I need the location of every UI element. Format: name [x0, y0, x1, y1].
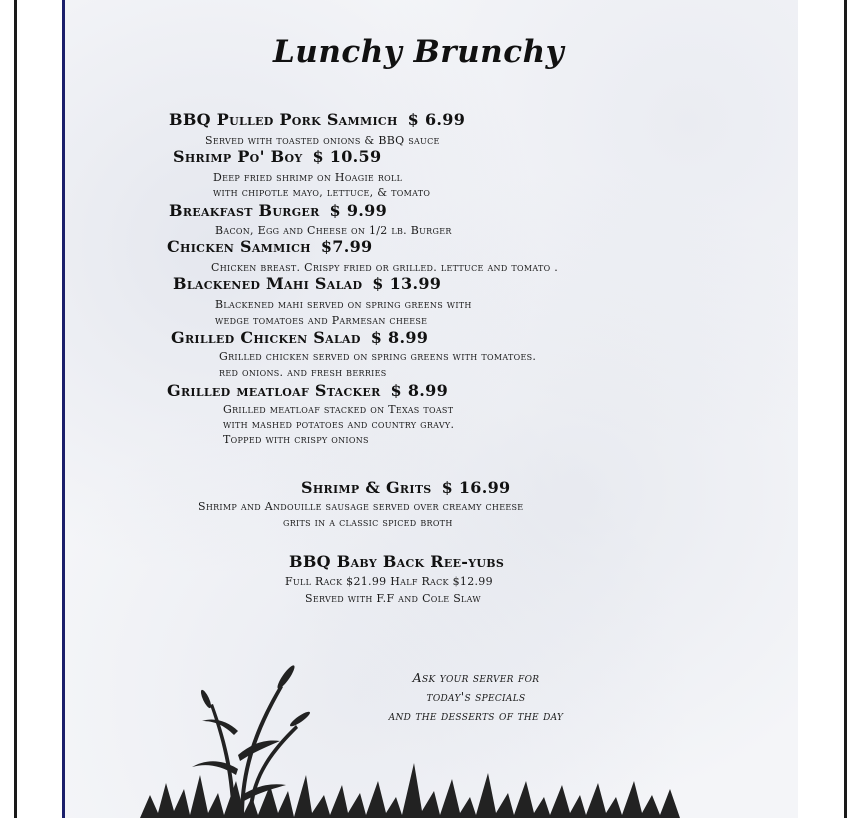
item-name: Breakfast Burger [169, 201, 320, 220]
menu-item-grilled-chicken-salad [171, 328, 428, 347]
item-price: $ 16.99 [441, 478, 511, 497]
item-description: Chicken breast. Crispy fried or grilled. lettuce and tomato . [211, 261, 559, 274]
specials-note-line: and the desserts of the day [388, 708, 564, 723]
menu-item-breakfast-burger [169, 201, 387, 220]
item-description: Deep fried shrimp on Hoagie roll [213, 171, 403, 184]
item-price: $ 8.99 [370, 328, 429, 347]
item-description: with chipotle mayo, lettuce, & tomato [213, 186, 431, 199]
menu-item-chicken-sammich [167, 237, 372, 256]
item-price: $ 9.99 [329, 201, 388, 220]
item-price: $7.99 [320, 237, 373, 256]
grass-silhouette-illustration [140, 655, 680, 818]
item-description: grits in a classic spiced broth [283, 516, 453, 529]
featured-item-bbq-ribs [289, 552, 504, 571]
item-name: BBQ Pulled Pork Sammich [169, 110, 398, 129]
item-name: Grilled Chicken Salad [171, 328, 361, 347]
item-name: Shrimp Po' Boy [173, 147, 303, 166]
item-name: Blackened Mahi Salad [173, 274, 363, 293]
item-description: Served with toasted onions & BBQ sauce [205, 134, 440, 147]
specials-note-line: Ask your server for [412, 670, 540, 685]
menu-item-blackened-mahi-salad [173, 274, 441, 293]
item-name: BBQ Baby Back Ree-yubs [289, 552, 505, 571]
item-name: Grilled meatloaf Stacker [167, 381, 381, 400]
item-description: Grilled meatloaf stacked on Texas toast [223, 403, 454, 416]
specials-note-line: today's specials [426, 689, 526, 704]
item-description: red onions. and fresh berries [219, 366, 387, 379]
menu-item-grilled-meatloaf-stacker [167, 381, 448, 400]
item-description: with mashed potatoes and country gravy. [223, 418, 455, 431]
left-edge-bar [14, 0, 17, 818]
menu-item-bbq-pulled-pork [169, 110, 465, 129]
item-description: Bacon, Egg and Cheese on 1/2 lb. Burger [215, 224, 452, 237]
item-price: $ 13.99 [372, 274, 442, 293]
item-description: Served with F.F and Cole Slaw [305, 592, 481, 605]
item-description: Grilled chicken served on spring greens with tomatoes. [219, 350, 537, 363]
right-edge-bar [844, 0, 847, 818]
item-description: Topped with crispy onions [223, 433, 369, 446]
item-description: Shrimp and Andouille sausage served over creamy cheese [198, 500, 524, 513]
menu-item-shrimp-po-boy [173, 147, 381, 166]
featured-item-shrimp-grits [301, 478, 510, 497]
menu-title: Lunchy Brunchy [273, 34, 565, 70]
item-price: $ 6.99 [407, 110, 466, 129]
item-price: $ 10.59 [312, 147, 382, 166]
item-description: wedge tomatoes and Parmesan cheese [215, 314, 428, 327]
item-description: Blackened mahi served on spring greens with [215, 298, 472, 311]
item-description: Full Rack $21.99 Half Rack $12.99 [285, 575, 493, 588]
item-price: $ 8.99 [390, 381, 449, 400]
item-name: Shrimp & Grits [301, 478, 432, 497]
item-name: Chicken Sammich [167, 237, 311, 256]
